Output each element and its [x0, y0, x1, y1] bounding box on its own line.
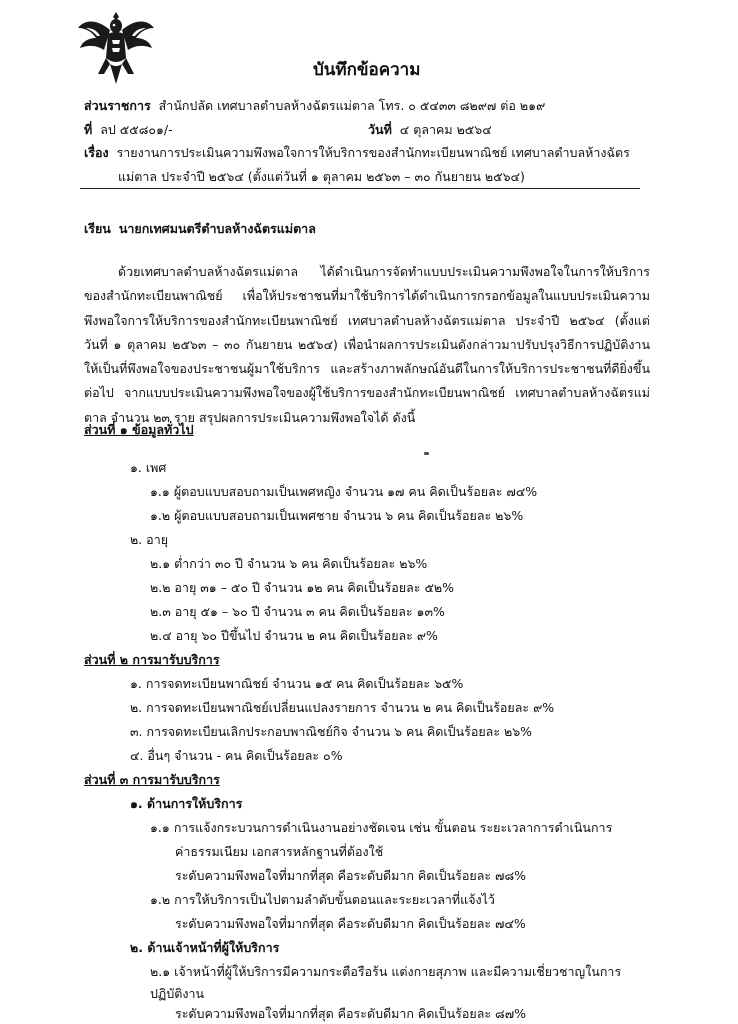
date-label: วันที่ — [368, 122, 392, 137]
body-line: ให้เป็นที่พึงพอใจของประชาชนผู้มาใช้บริการ และสร้างภาพลักษณ์อันดีในการให้บริการประชาชนที่ดียิ่งขึ้น — [84, 361, 650, 377]
body-line: ด้วยเทศบาลตำบลห้างฉัตรแม่ตาล ได้ดำเนินการจัดทำแบบประเมินความพึงพอใจในการให้บริการ — [118, 264, 650, 279]
age-item: ๒.๒ อายุ ๓๑ – ๕๐ ปี จำนวน ๑๒ คน คิดเป็นร้อยละ ๕๒% — [150, 580, 455, 595]
header-divider — [80, 188, 640, 189]
gender-item: ๑.๒ ผู้ตอบแบบสอบถามเป็นเพศชาย จำนวน ๖ คน คิดเป็นร้อยละ ๒๖% — [150, 508, 524, 523]
garuda-emblem-icon — [76, 8, 156, 86]
salutation — [84, 219, 316, 239]
age-item: ๒.๔ อายุ ๖๐ ปีขึ้นไป จำนวน ๒ คน คิดเป็นร้อยละ ๙% — [150, 628, 438, 643]
ink-mark — [424, 452, 429, 455]
date-line — [368, 120, 492, 140]
satisfaction-level: ระดับความพึงพอใจที่มากที่สุด คือระดับดีมาก คิดเป็นร้อยละ ๗๔% — [175, 916, 526, 931]
criterion-line: ค่าธรรมเนียม เอกสารหลักฐานที่ต้องใช้ — [175, 844, 384, 859]
criterion-line: ๑.๒ การให้บริการเป็นไปตามลำดับขั้นตอนและระยะเวลาที่แจ้งไว้ — [150, 892, 495, 907]
salutation-label: เรียน — [84, 221, 111, 236]
gender-title: ๑. เพศ — [130, 460, 167, 475]
agency-label: ส่วนราชการ — [84, 98, 151, 113]
satisfaction-level: ระดับความพึงพอใจที่มากที่สุด คือระดับดีมาก คิดเป็นร้อยละ ๘๗% — [175, 1006, 526, 1021]
service-item: ๔. อื่นๆ จำนวน - คน คิดเป็นร้อยละ ๐% — [130, 748, 343, 763]
salutation-value: นายกเทศมนตรีตำบลห้างฉัตรแม่ตาล — [118, 221, 316, 236]
subject-label: เรื่อง — [84, 145, 109, 160]
age-title: ๒. อายุ — [130, 532, 169, 547]
document-title: บันทึกข้อความ — [313, 60, 421, 80]
subject-text-2: แม่ตาล ประจำปี ๒๕๖๔ (ตั้งแต่วันที่ ๑ ตุลาคม ๒๕๖๓ – ๓๐ กันยายน ๒๕๖๔) — [118, 169, 525, 184]
gender-item: ๑.๑ ผู้ตอบแบบสอบถามเป็นเพศหญิง จำนวน ๑๗ คน คิดเป็นร้อยละ ๗๔% — [150, 484, 538, 499]
reference-line — [84, 120, 173, 140]
criterion-line: ๒.๑ เจ้าหน้าที่ผู้ให้บริการมีความกระตือรือร้น แต่งกายสุภาพ และมีความเชี่ยวชาญในการ — [150, 964, 622, 979]
satisfaction-level: ระดับความพึงพอใจที่มากที่สุด คือระดับดีมาก คิดเป็นร้อยละ ๗๘% — [175, 868, 526, 883]
part3-heading: ส่วนที่ ๓ การมารับบริการ — [84, 772, 220, 787]
date-value: ๔ ตุลาคม ๒๕๖๔ — [399, 122, 492, 137]
body-line: พึงพอใจการให้บริการของสำนักทะเบียนพาณิชย์ เทศบาลตำบลห้างฉัตรแม่ตาล ประจำปี ๒๕๖๔ (ตั้งแต่ — [84, 312, 650, 328]
body-line: ของสำนักทะเบียนพาณิชย์ เพื่อให้ประชาชนที่มาใช้บริการได้ดำเนินการกรอกข้อมูลในแบบประเมินความ — [84, 288, 650, 304]
agency-value: สำนักปลัด เทศบาลตำบลห้างฉัตรแม่ตาล โทร. ๐ ๕๔๓๓ ๘๒๙๗ ต่อ ๒๑๙ — [158, 98, 546, 113]
agency-line — [84, 96, 545, 116]
section-staff-title: ๒. ด้านเจ้าหน้าที่ผู้ให้บริการ — [130, 940, 280, 955]
body-paragraph — [84, 260, 650, 430]
part1-heading: ส่วนที่ ๑ ข้อมูลทั่วไป — [84, 422, 194, 437]
subject-text-1: รายงานการประเมินความพึงพอใจการให้บริการของสำนักทะเบียนพาณิชย์ เทศบาลตำบลห้างฉัตร — [116, 145, 630, 160]
part2-heading: ส่วนที่ ๒ การมารับบริการ — [84, 652, 220, 667]
reference-label: ที่ — [84, 122, 93, 137]
criterion-line: ๑.๑ การแจ้งกระบวนการดำเนินงานอย่างชัดเจน เช่น ขั้นตอน ระยะเวลาการดำเนินการ — [150, 820, 613, 835]
body-line: ต่อไป จากแบบประเมินความพึงพอใจของผู้ใช้บริการของสำนักทะเบียนพาณิชย์ เทศบาลตำบลห้างฉัตรแม่ — [84, 385, 650, 401]
body-line: วันที่ ๑ ตุลาคม ๒๕๖๓ – ๓๐ กันยายน ๒๕๖๔) เพื่อนำผลการประเมินดังกล่าวมาปรับปรุงวิธีการปฏิบัติงาน — [84, 336, 650, 352]
reference-value: ลป ๕๕๘๐๑/- — [100, 122, 173, 137]
service-item: ๓. การจดทะเบียนเลิกประกอบพาณิชย์กิจ จำนวน ๖ คน คิดเป็นร้อยละ ๒๖% — [130, 724, 533, 739]
service-item: ๒. การจดทะเบียนพาณิชย์เปลี่ยนแปลงรายการ จำนวน ๒ คน คิดเป็นร้อยละ ๙% — [130, 700, 555, 715]
subject-line — [84, 143, 630, 163]
age-item: ๒.๑ ต่ำกว่า ๓๐ ปี จำนวน ๖ คน คิดเป็นร้อยละ ๒๖% — [150, 556, 428, 571]
criterion-line: ปฏิบัติงาน — [150, 986, 205, 1001]
body-line: ตาล จำนวน ๒๓ ราย สรุปผลการประเมินความพึงพอใจได้ ดังนี้ — [84, 409, 416, 425]
service-item: ๑. การจดทะเบียนพาณิชย์ จำนวน ๑๕ คน คิดเป็นร้อยละ ๖๕% — [130, 676, 464, 691]
section-service-title: ๑. ด้านการให้บริการ — [130, 796, 243, 811]
age-item: ๒.๓ อายุ ๕๑ – ๖๐ ปี จำนวน ๓ คน คิดเป็นร้อยละ ๑๓% — [150, 604, 445, 619]
